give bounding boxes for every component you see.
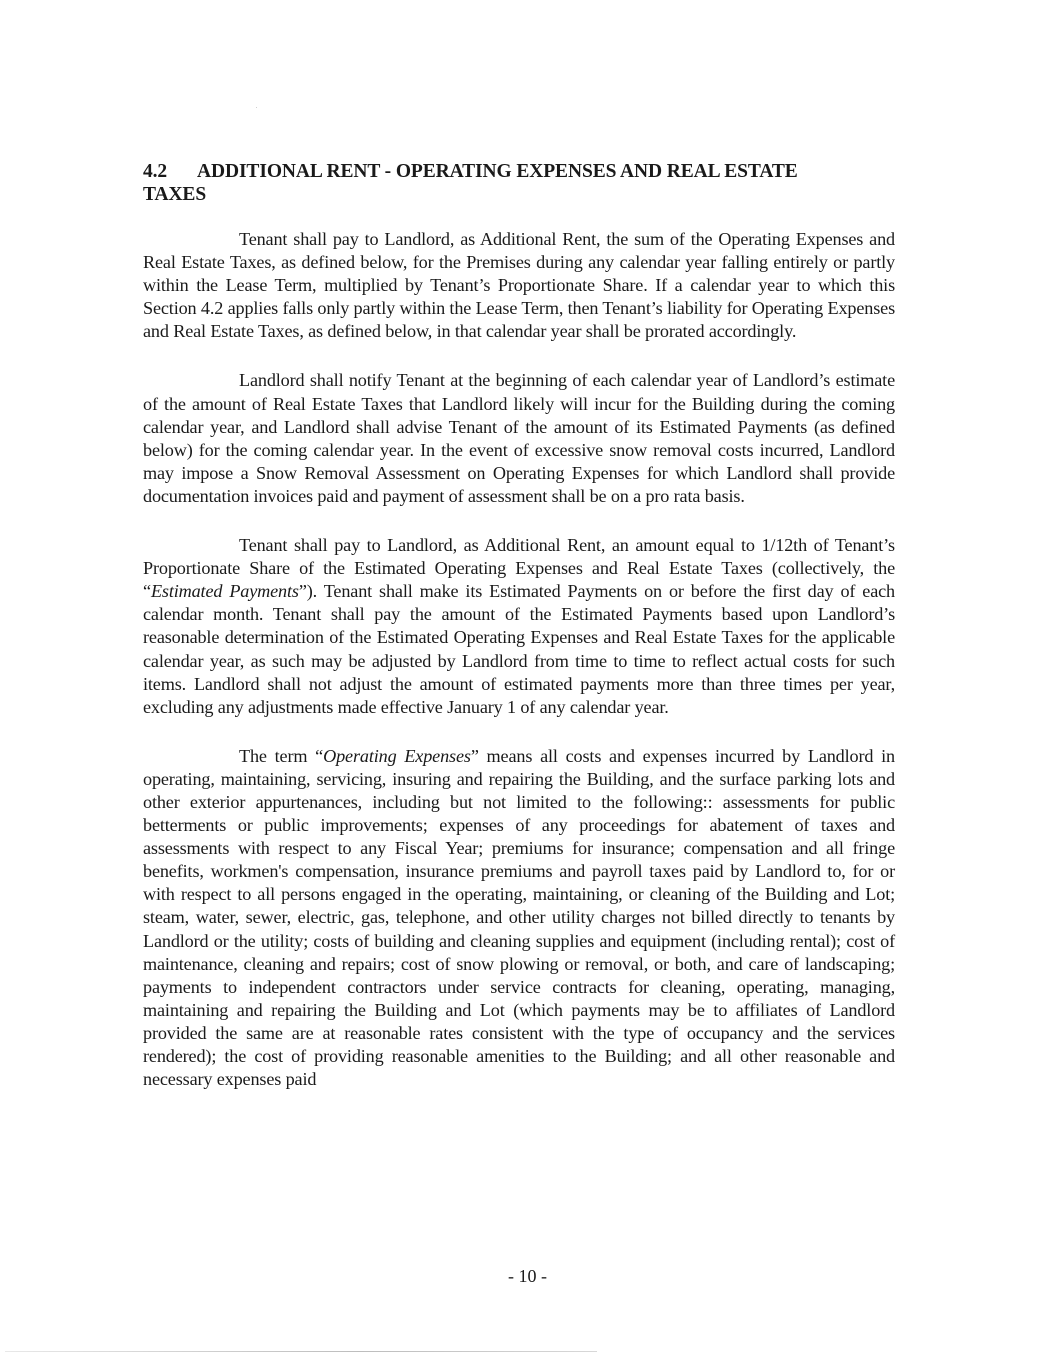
paragraph-estimated-payments <box>143 534 895 719</box>
section-title-line2: TAXES <box>143 184 207 205</box>
scan-edge-line <box>5 1351 597 1352</box>
document-body <box>143 160 895 1117</box>
defined-term-operating-expenses: Operating Expenses <box>323 745 471 766</box>
defined-term-estimated-payments: Estimated Payments <box>150 581 299 602</box>
page-number: - 10 - <box>508 1266 547 1286</box>
paragraph-text: The term “ <box>239 745 324 766</box>
paragraph-operating-expenses <box>143 745 895 1091</box>
paragraph-text: ” means all costs and expenses incurred by Landlord in operating, maintaining, servicing, insuring and repairing the Building, and the surface parking lots and other exterior appurtenances, including but not limited to the following:: assessments for public betterments or public improvements; expenses of any proceedings for abatement of taxes and assessments with respect to any Fiscal Year; premiums for insurance; compensation and all fringe benefits, workmen's compensation, insurance premiums and payroll taxes paid by Landlord to, for or with respect to all persons engaged in the operating, maintaining, or cleaning of the Building and Lot; steam, water, sewer, electric, gas, telephone, and other utility charges not billed directly to tenants by Landlord or the utility; costs of building and cleaning supplies and equipment (including rental); cost of maintenance, cleaning and repairs; cost of snow plowing or removal, or both, and care of landscaping; payments to independent contractors under service contracts for cleaning, operating, managing, maintaining and repairing the Building and Lot (which payments may be to affiliates of Landlord provided the same are at reasonable rates consistent with the type of occupancy and the services rendered); the cost of providing reasonable amenities to the Building; and all other reasonable and necessary expenses paid <box>143 745 895 1090</box>
paragraph-additional-rent: Tenant shall pay to Landlord, as Additional Rent, the sum of the Operating Expenses and Real Estate Taxes, as defined below, for the Premises during any calendar year falling entirely or partly within the Lease Term, multiplied by Tenant’s Proportionate Share. If a calendar year to which this Section 4.2 applies falls only partly within the Lease Term, then Tenant’s liability for Operating Expenses and Real Estate Taxes, as defined below, in that calendar year shall be prorated accordingly. <box>143 229 896 342</box>
paragraph-landlord-notice: Landlord shall notify Tenant at the beginning of each calendar year of Landlord’s estimate of the amount of Real Estate Taxes that Landlord likely will incur for the Building during the coming calendar year, and Landlord shall advise Tenant of the amount of its Estimated Payments (as defined below) for the coming calendar year. In the event of excessive snow removal costs incurred, Landlord may impose a Snow Removal Assessment on Operating Expenses for which Landlord shall provide documentation invoices paid and payment of assessment shall be on a pro rata basis. <box>143 370 895 506</box>
section-heading <box>143 160 895 206</box>
section-number: 4.2 <box>143 161 168 182</box>
section-title-line1: ADDITIONAL RENT - OPERATING EXPENSES AND REAL ESTATE <box>197 161 798 182</box>
scan-speck <box>256 107 257 108</box>
paragraph-text: ”). Tenant shall make its Estimated Payments on or before the first day of each calendar month. Tenant shall pay the amount of the Estimated Payments based upon Landlord’s reasonable determination of the Estimated Operating Expenses and Real Estate Taxes for the applicable calendar year, as such may be adjusted by Landlord from time to time to reflect actual costs for such items. Landlord shall not adjust the amount of estimated payments more than three times per year, excluding any adjustments made effective January 1 of any calendar year. <box>143 581 896 717</box>
paragraph-text: Tenant shall pay to Landlord, as Additional Rent, an amount equal to 1/12th of Tenant’s Proportionate Share of the Estimated Operating Expenses and Real Estate Taxes (collectively, the “ <box>143 535 895 602</box>
